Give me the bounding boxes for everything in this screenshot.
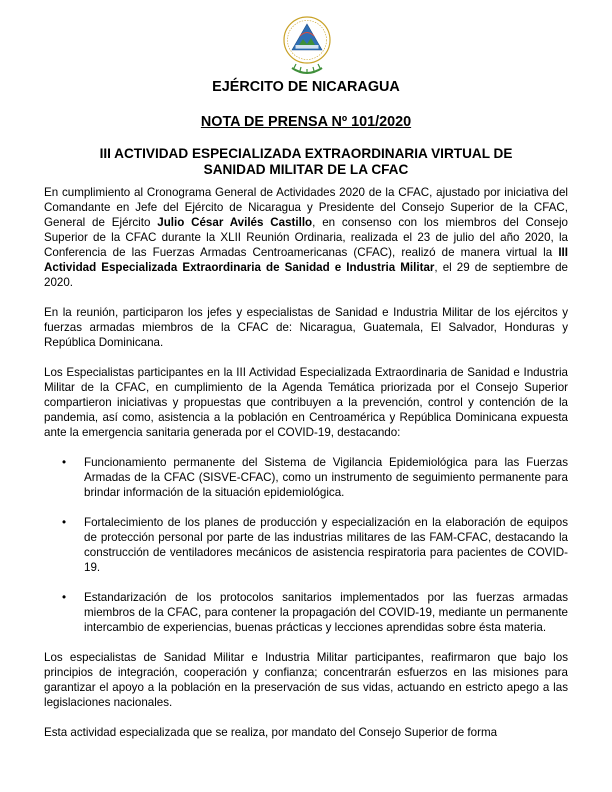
paragraph-1-part-a: En cumplimiento al Cronograma General de Actividades 2020 de la CFAC, ajustado por iniciativa del Comandante en Jefe del Ejército de Nicaragua y Presidente del Consejo Superior de la CFAC, General de Ejército xyxy=(44,186,568,229)
paragraph-3: Los Especialistas participantes en la III Actividad Especializada Extraordinaria de Sanidad e Industria Militar de la CFAC, en cumplimiento de la Agenda Temática priorizada por el Consejo Superior compartieron iniciativas y propuestas que contribuyen a la prevención, control y contención de la pandemia, así como, asistencia a la población en Centroamérica y República Dominicana expuesta ante la emergencia sanitaria generada por el COVID-19, destacando: xyxy=(44,366,568,439)
list-item xyxy=(62,455,568,500)
paragraph-1-part-e: , el 29 de septiembre de 2020. xyxy=(44,261,568,289)
bullet-icon: • xyxy=(62,516,67,529)
highlights-list xyxy=(44,455,568,635)
commander-name: Julio César Avilés Castillo xyxy=(157,216,313,229)
paragraph-4: Los especialistas de Sanidad Militar e Industria Militar participantes, reafirmaron que bajo los principios de integración, cooperación y confianza; concentrarán esfuerzos en las misiones para garantizar el apoyo a la población en la preservación de sus vidas, actuando en estricto apego a las legislaciones nacionales. xyxy=(44,651,568,709)
paragraph-1 xyxy=(44,185,568,290)
list-item xyxy=(62,515,568,575)
paragraph-1-part-c: , en consenso con los miembros del Consejo Superior de la CFAC durante la XLII Reunión Ordinaria, realizada el 23 de julio del año 2020, la Conferencia de las Fuerzas Armadas Centroamericanas (CFAC), realizó de manera virtual la xyxy=(44,216,569,259)
press-note-number: NOTA DE PRENSA Nº 101/2020 xyxy=(200,114,412,130)
national-coat-of-arms-icon xyxy=(282,12,332,80)
organization-heading: EJÉRCITO DE NICARAGUA xyxy=(212,79,400,95)
list-item-text: Fortalecimiento de los planes de producción y especialización en la elaboración de equipos de protección personal por parte de las industrias militares de las FAM-CFAC, destacando la construcción de ventiladores mecánicos de asistencia respiratoria para pacientes de COVID-19. xyxy=(84,516,568,574)
document-title-line-2: SANIDAD MILITAR DE LA CFAC xyxy=(203,162,409,177)
list-item xyxy=(62,590,568,635)
document-title xyxy=(60,146,552,178)
document-body xyxy=(44,185,568,755)
paragraph-2: En la reunión, participaron los jefes y especialistas de Sanidad e Industria Militar de los ejércitos y fuerzas armadas miembros de la CFAC de: Nicaragua, Guatemala, El Salvador, Honduras y República Dominicana. xyxy=(44,306,568,349)
bullet-icon: • xyxy=(62,456,67,469)
activity-name: III Actividad Especializada Extraordinaria de Sanidad e Industria Militar xyxy=(44,246,568,274)
document-title-line-1: III ACTIVIDAD ESPECIALIZADA EXTRAORDINARIA VIRTUAL DE xyxy=(99,146,513,161)
paragraph-5: Esta actividad especializada que se realiza, por mandato del Consejo Superior de forma xyxy=(44,726,498,739)
list-item-text: Estandarización de los protocolos sanitarios implementados por las fuerzas armadas miembros de la CFAC, para contener la propagación del COVID-19, mediante un permanente intercambio de experiencias, buenas prácticas y lecciones aprendidas sobre ésta materia. xyxy=(84,591,568,634)
bullet-icon: • xyxy=(62,591,67,604)
list-item-text: Funcionamiento permanente del Sistema de Vigilancia Epidemiológica para las Fuerzas Armadas de la CFAC (SISVE-CFAC), como un instrumento de seguimiento permanente para brindar información de la situación epidemiológica. xyxy=(84,456,568,499)
